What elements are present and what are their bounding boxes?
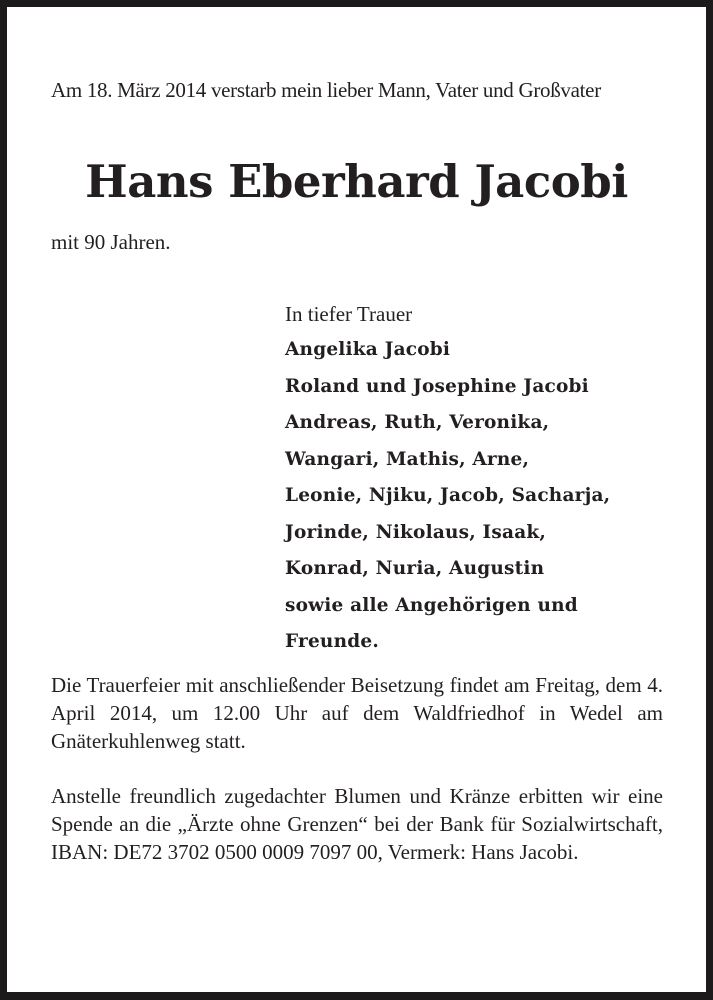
mourner-line: Leonie, Njiku, Jacob, Sacharja,: [285, 485, 611, 506]
mourner-line: Andreas, Ruth, Veronika,: [285, 412, 550, 433]
mourner-line: Roland und Josephine Jacobi: [285, 375, 589, 397]
mourner-line: Freunde.: [285, 631, 379, 652]
age-text: mit 90 Jahren.: [51, 230, 171, 254]
donation-info: Anstelle freundlich zugedachter Blumen und Kränze erbitten wir eine Spende an die „Ärzte ohne Grenzen“ bei der Bank für Sozialwirtschaft, IBAN: DE72 3702 0500 0009 7097 00, Vermerk: Hans Jacobi.: [51, 784, 663, 864]
mourners-heading: In tiefer Trauer: [285, 302, 413, 326]
funeral-info: Die Trauerfeier mit anschließender Beisetzung findet am Freitag, dem 4. April 2014, um 12.00 Uhr auf dem Waldfriedhof in Wedel am Gnäterkuhlenweg statt.: [51, 673, 663, 753]
deceased-name: Hans Eberhard Jacobi: [85, 155, 628, 208]
mourner-line: Konrad, Nuria, Augustin: [285, 558, 545, 579]
mourners-block: [285, 296, 685, 661]
mourner-line: Wangari, Mathis, Arne,: [285, 448, 530, 470]
mourner-line: Angelika Jacobi: [285, 339, 451, 360]
intro-text: Am 18. März 2014 verstarb mein lieber Mann, Vater und Großvater: [51, 78, 601, 102]
mourner-line: sowie alle Angehörigen und: [285, 594, 578, 616]
mourner-line: Jorinde, Nikolaus, Isaak,: [285, 521, 547, 543]
obituary-notice: [7, 7, 706, 992]
